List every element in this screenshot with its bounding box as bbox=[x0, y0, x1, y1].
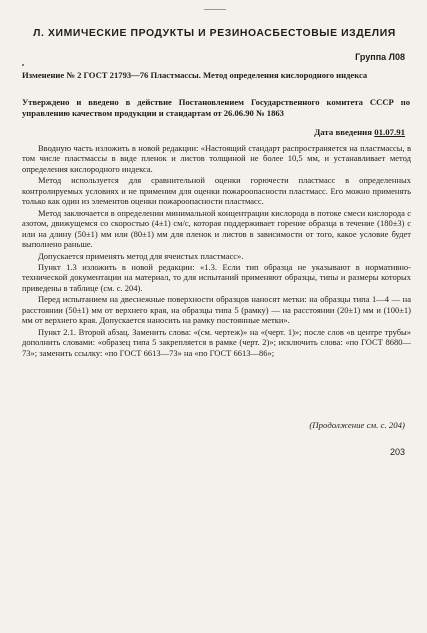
body-text bbox=[22, 143, 411, 358]
approval-statement: Утверждено и введено в действие Постановлением Государственного комитета СССР по управлению качеством продукции и стандартам от 26.06.90 № 1863 bbox=[22, 97, 410, 118]
paragraph: Пункт 2.1. Второй абзац. Заменить слова: «(см. чертеж)» на «(черт. 1)»; после слов «в центре трубы» дополнить словами: «образец типа 5 закрепляется в рамке (черт. 2)»; исключить слова: «по ГОСТ 8680—73»; заменить ссылку: «по ГОСТ 6613—73» на «по ГОСТ 6613—86»; bbox=[22, 326, 411, 358]
paragraph: Вводную часть изложить в новой редакции: «Настоящий стандарт распространяется на пластмассы, в том числе пластмассы в виде пленок и листов толщиной не более 10,5 мм, и устанавливает метод определения кислородного индекса. bbox=[22, 143, 411, 174]
scan-dot bbox=[22, 64, 24, 66]
effective-date bbox=[314, 127, 405, 137]
section-title: Л. ХИМИЧЕСКИЕ ПРОДУКТЫ И РЕЗИНОАСБЕСТОВЫЕ ИЗДЕЛИЯ bbox=[33, 28, 396, 39]
paragraph: Пункт 1.3 изложить в новой редакции: «1.3. Если тип образца не указывают в нормативно-технической документации на материал, то для испытаний применяют образцы, типы и размеры которых приведены в таблице (см. с. 204). bbox=[22, 261, 411, 293]
effective-date-value: 01.07.91 bbox=[374, 127, 405, 137]
group-code: Группа Л08 bbox=[355, 52, 405, 62]
page-number: 203 bbox=[389, 447, 405, 457]
effective-date-label: Дата введения bbox=[314, 127, 372, 137]
paragraph: Метод используется для сравнительной оценки горючести пластмасс в определенных контролируемых условиях и не применим для оценки пожароопасности пластмасс. Его можно применять только как один из элементов оценки пожароопасности пластмасс. bbox=[22, 175, 411, 207]
continuation-note: (Продолжение см. с. 204) bbox=[309, 420, 405, 430]
scan-mark bbox=[204, 9, 226, 10]
paragraph: Перед испытанием на двеснежные поверхности образцов наносят метки: на образцы типа 1—4 — на расстоянии (50±1) мм от верхнего края, на образцы типа 5 (рамку) — на расстоянии (20±1) мм и (100±1) мм от верхнего края. Допускается наносить на рамку постоянные метки». bbox=[22, 294, 411, 326]
paragraph: Метод заключается в определении минимальной концентрации кислорода в потоке смеси кислорода с азотом, движущемся со скоростью (4±1) см/с, которая поддерживает горение образца в течение (180±3) с или на длину (50±1) мм или (80±1) мм для пленок и листов в зависимости от того, какое условие будет выполнено раньше. bbox=[22, 207, 411, 250]
change-title: Изменение № 2 ГОСТ 21793—76 Пластмассы. Метод определения кислородного индекса bbox=[22, 70, 368, 80]
paragraph: Допускается применять метод для ячеистых пластмасс». bbox=[38, 250, 244, 261]
